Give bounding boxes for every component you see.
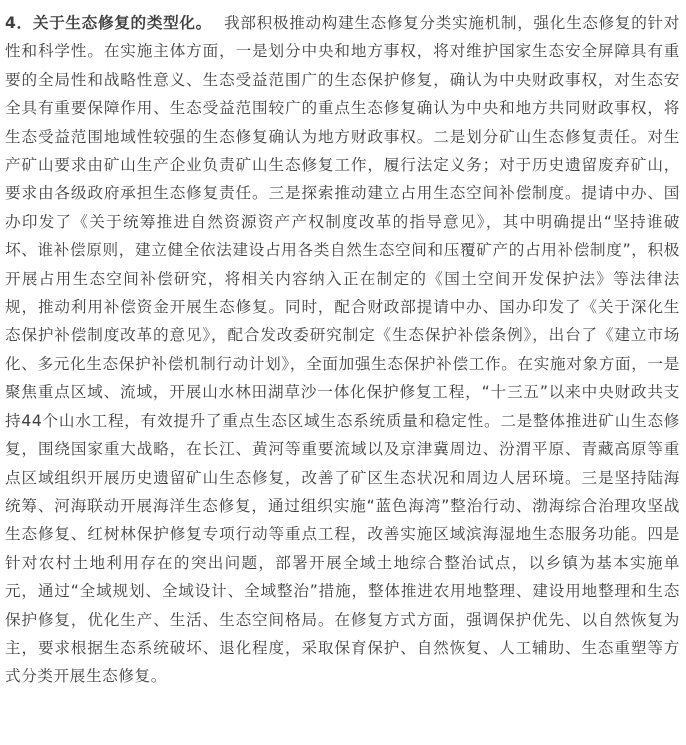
section-heading — [5, 14, 212, 32]
section-number: 4． — [5, 14, 33, 32]
article-body-text: 我部积极推动构建生态修复分类实施机制，强化生态修复的针对性和科学性。在实施主体方面，一是划分中央和地方事权，将对维护国家生态安全屏障具有重要的全局性和战略性意义、生态受益范围广的生态保护修复，确认为中央财政事权，对生态安全具有重要保障作用、生态受益范围较广的重点生态修复确认为中央和地方共同财政事权，将生态受益范围地域性较强的生态修复确认为地方财政事权。二是划分矿山生态修复责任。对生产矿山要求由矿山生产企业负责矿山生态修复工作，履行法定义务；对于历史遗留废弃矿山，要求由各级政府承担生态修复责任。三是探索推动建立占用生态空间补偿制度。提请中办、国办印发了《关于统筹推进自然资源资产产权制度改革的指导意见》，其中明确提出“坚持谁破坏、谁补偿原则，建立健全依法建设占用各类自然生态空间和压覆矿产的占用补偿制度”，积极开展占用生态空间补偿研究，将相关内容纳入正在制定的《国土空间开发保护法》等法律法规，推动利用补偿资金开展生态修复。同时，配合财政部提请中办、国办印发了《关于深化生态保护补偿制度改革的意见》，配合发改委研究制定《生态保护补偿条例》，出台了《建立市场化、多元化生态保护补偿机制行动计划》，全面加强生态保护补偿工作。在实施对象方面，一是聚焦重点区域、流域，开展山水林田湖草沙一体化保护修复工程，“十三五”以来中央财政共支持44个山水工程，有效提升了重点生态区域生态系统质量和稳定性。二是整体推进矿山生态修复，围绕国家重大战略，在长江、黄河等重要流域以及京津冀周边、汾渭平原、青藏高原等重点区域组织开展历史遗留矿山生态修复，改善了矿区生态状况和周边人居环境。三是坚持陆海统筹、河海联动开展海洋生态修复，通过组织实施“蓝色海湾”整治行动、渤海综合治理攻坚战生态修复、红树林保护修复专项行动等重点工程，改善实施区域滨海湿地生态服务功能。四是针对农村土地利用存在的突出问题，部署开展全域土地综合整治试点，以乡镇为基本实施单元，通过“全域规划、全域设计、全域整治”措施，整体推进农用地整理、建设用地整理和生态保护修复，优化生产、生活、生态空间格局。在修复方式方面，强调保护优先、以自然恢复为主，要求根据生态系统破坏、退化程度，采取保育保护、自然恢复、人工辅助、生态重塑等方式分类开展生态修复。 — [5, 14, 680, 686]
article-paragraph — [5, 9, 680, 691]
section-title: 关于生态修复的类型化。 — [32, 14, 212, 32]
